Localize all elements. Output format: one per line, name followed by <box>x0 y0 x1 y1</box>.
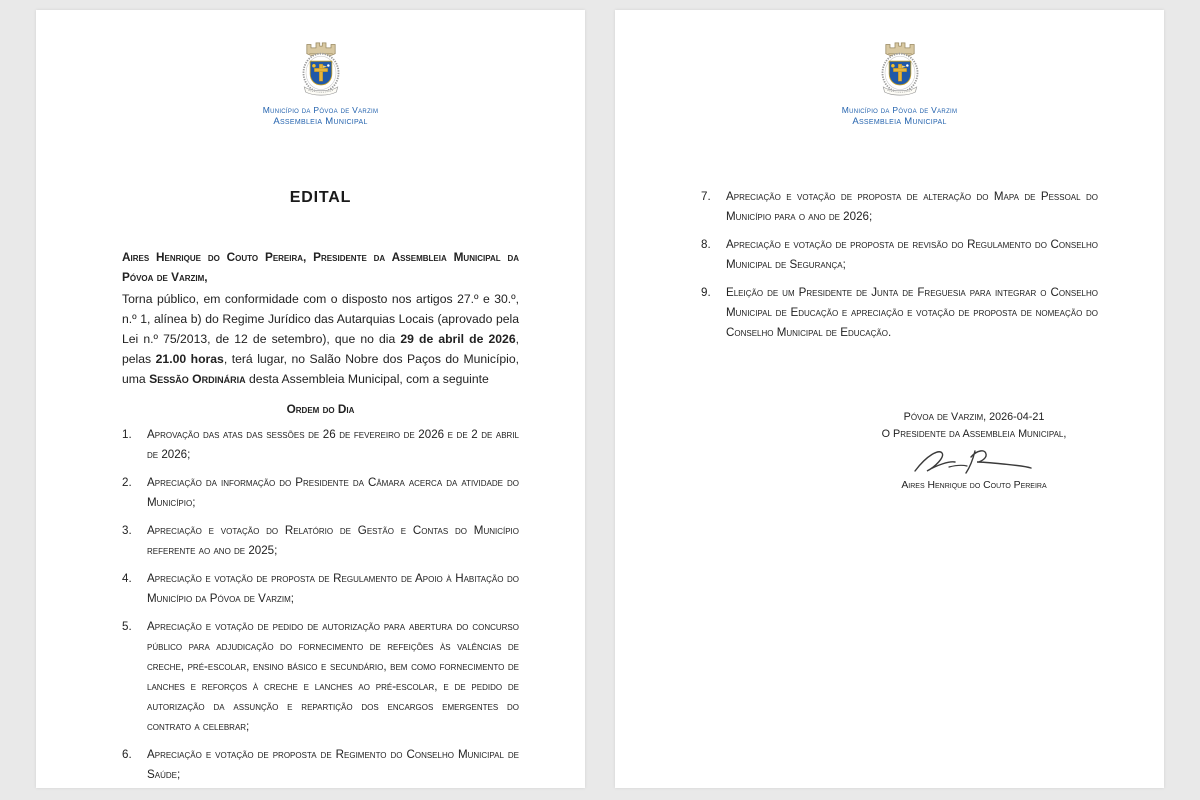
intro-name-paragraph: Aires Henrique do Couto Pereira, Presidente da Assembleia Municipal da Póvoa de Varzim, <box>122 250 519 284</box>
closing-place-date: Póvoa de Varzim, 2026-04-21 <box>903 411 1045 423</box>
agenda-item-number: 5. <box>122 620 132 633</box>
document-page-1 <box>36 10 585 788</box>
agenda-item <box>122 617 519 737</box>
municipal-crest-icon <box>875 36 925 98</box>
agenda-item <box>122 521 519 561</box>
body-text-segment: Torna público, em conformidade com o disposto nos artigos 27.º e 30.º, n.º 1, alínea b) do Regime Jurídico das Autarquias Locais (aprovado pela Lei n.º 75/2013, de 12 de setembro), que no dia <box>122 292 519 346</box>
body-text-segment: 21.00 horas <box>155 352 224 366</box>
agenda-heading: Ordem do Dia <box>286 402 355 416</box>
agenda-item-text: Apreciação e votação de proposta de revisão do Regulamento do Conselho Municipal de Segurança; <box>726 238 1098 271</box>
body-text-segment: Sessão Ordinária <box>149 372 246 386</box>
crest-caption-line2: Assembleia Municipal <box>852 116 947 127</box>
municipal-header <box>122 36 519 127</box>
agenda-item <box>701 283 1098 343</box>
agenda-item-text: Aprovação das atas das sessões de 26 de fevereiro de 2026 e de 2 de abril de 2026; <box>147 428 519 461</box>
closing-signer-title: O Presidente da Assembleia Municipal, <box>881 428 1067 440</box>
municipal-crest-icon <box>296 36 346 98</box>
crest-caption <box>701 105 1098 127</box>
agenda-item <box>122 569 519 609</box>
agenda-item <box>701 235 1098 275</box>
body-paragraph <box>122 289 519 389</box>
agenda-item <box>122 425 519 465</box>
body-text-segment: 29 de abril de 2026 <box>400 332 516 346</box>
document-title: EDITAL <box>289 189 352 206</box>
agenda-item <box>701 187 1098 227</box>
agenda-item-text: Apreciação e votação do Relatório de Gestão e Contas do Município referente ao ano de 2025; <box>147 524 519 557</box>
body-text-segment: desta Assembleia Municipal, com a seguinte <box>245 372 489 386</box>
agenda-list-page1 <box>122 425 519 785</box>
crest-caption <box>122 105 519 127</box>
agenda-item-text: Eleição de um Presidente de Junta de Freguesia para integrar o Conselho Municipal de Educação e apreciação e votação de proposta de nomeação do Conselho Municipal de Educação. <box>726 286 1098 339</box>
body-text-segment: , terá lugar, no Salão Nobre dos Paços do Município, uma <box>122 352 519 386</box>
agenda-list-page2 <box>701 187 1098 343</box>
agenda-item-number: 8. <box>701 238 711 251</box>
agenda-item-text: Apreciação e votação de pedido de autorização para abertura do concurso público para adjudicação do fornecimento de refeições às valências de creche, pré-escolar, ensino básico e secundário, bem como fornecimento de lanches e reforços à creche e lanches ao pré-escolar, e de pedido de autorização da assunção e repartição dos encargos emergentes do contrato a celebrar; <box>147 620 519 733</box>
body-text-segment: , pelas <box>122 332 519 366</box>
agenda-item-number: 7. <box>701 190 711 203</box>
document-page-2 <box>615 10 1164 788</box>
agenda-item-text: Apreciação da informação do Presidente da Câmara acerca da atividade do Município; <box>147 476 519 509</box>
crest-caption-line1: Município da Póvoa de Varzim <box>262 105 379 115</box>
crest-caption-line1: Município da Póvoa de Varzim <box>841 105 958 115</box>
crest-caption-line2: Assembleia Municipal <box>273 116 368 127</box>
signature-icon <box>834 445 1114 479</box>
agenda-item-number: 2. <box>122 476 132 489</box>
agenda-item <box>122 473 519 513</box>
closing-block <box>834 409 1114 494</box>
agenda-item-number: 3. <box>122 524 132 537</box>
agenda-item-text: Apreciação e votação de proposta de alteração do Mapa de Pessoal do Município para o ano de 2026; <box>726 190 1098 223</box>
agenda-item-text: Apreciação e votação de proposta de Regimento do Conselho Municipal de Saúde; <box>147 748 519 781</box>
agenda-item-number: 1. <box>122 428 132 441</box>
closing-signer-name: Aires Henrique do Couto Pereira <box>901 480 1047 491</box>
agenda-item-number: 9. <box>701 286 711 299</box>
agenda-item-number: 4. <box>122 572 132 585</box>
municipal-header <box>701 36 1098 127</box>
agenda-item-text: Apreciação e votação de proposta de Regulamento de Apoio à Habitação do Município da Póvoa de Varzim; <box>147 572 519 605</box>
agenda-item <box>122 745 519 785</box>
agenda-item-number: 6. <box>122 748 132 761</box>
